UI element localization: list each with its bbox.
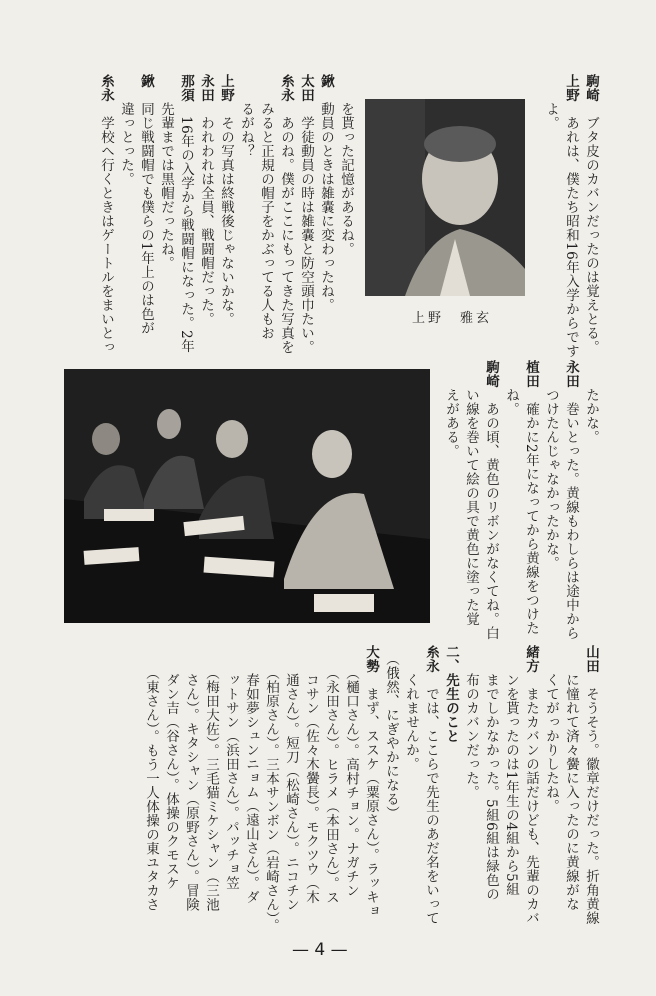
line: さん）。キタシャン（原野さん）。冒険 (183, 673, 199, 912)
page-number: — 4 — (292, 940, 348, 960)
line: くてがっかりしたね。 (543, 673, 559, 813)
line: 春如夢シュンニョム（遠山さん）。ダ (243, 673, 259, 905)
line: 緒方 またカバンの話だけども、先輩のカバ (523, 645, 539, 925)
line: （柏原さん）。三本サンボン（岩崎さん）。 (263, 673, 279, 933)
meeting-photo (64, 369, 430, 623)
line: くれませんか。 (403, 673, 419, 771)
line: ットサン（浜田さん）。パッチョ笠 (223, 673, 239, 891)
line: 糸永 では、ここらで先生のあだ名をいって (423, 645, 439, 925)
line: コサン（佐々木黌長）。モクツウ（木 (303, 673, 319, 905)
line: ンを貰ったのは1年生の4組から5組 (503, 673, 519, 897)
line: （永田さん）。ヒラメ（本田さん）。ス (323, 673, 339, 905)
section-heading: 二、先生のこと (443, 645, 459, 743)
line: 山田 そうそう。徽章だけだった。折角黄線 (583, 645, 599, 925)
photo-caption: 上野 雅玄 (412, 311, 493, 326)
line: 違っとった。 (118, 102, 134, 186)
text-block-bottom (141, 645, 601, 933)
line: （樋口さん）。高村チョン。ナガチン (343, 673, 359, 898)
line: ダン吉（谷さん）。体操のクモスケ (163, 673, 179, 891)
line: （梅田大佐）。三毛猫ミケシャン（三池 (203, 673, 219, 912)
line: 鍬 動員のときは雑嚢に変わったね。 (318, 74, 334, 312)
line: （東さん）。もう一人体操の東ユタカさ (143, 673, 159, 912)
line: 上野 あれは、僕たち昭和16年入学からです (563, 74, 579, 359)
line: い線を巻いて絵の具で黄色に塗った覚 (463, 388, 479, 626)
line: つけたんじゃなかったかな。 (543, 388, 559, 570)
line: までしかなかった。5組6組は緑色の (483, 673, 499, 902)
line: 永田 巻いとった。黄線もわしらは途中から (563, 360, 579, 640)
line: 先輩までは黒帽だったね。 (158, 102, 174, 270)
line: 大勢 まず、ススケ（粟原さん）。ラッキョ (363, 645, 379, 919)
line: たかな。 (583, 388, 599, 444)
line: を貰った記憶があるね。 (338, 102, 354, 256)
line: 鍬 同じ戦闘帽でも僕らの1年上のは色が (138, 74, 154, 336)
line: 糸永 学校へ行くときはゲートルをまいとっ (98, 74, 114, 354)
line: 太田 学徒動員の時は雑嚢と防空頭巾たい。 (298, 74, 314, 354)
text-block-middle-right (441, 360, 601, 640)
text-block-top-left (96, 74, 356, 359)
line: 永田 われわれは全員、戦闘帽だった。 (198, 74, 214, 326)
line: 糸永 あのね。僕がここにもってきた写真を (278, 74, 294, 354)
line: 那須 16年の入学から戦闘帽になった。2年 (178, 74, 194, 354)
line: 布のカバンだった。 (463, 673, 479, 799)
portrait-photo-ueno (365, 99, 525, 296)
line: 駒崎 ブタ皮のカバンだったのは覚えとる。 (583, 74, 599, 354)
line: るがね？ (238, 102, 254, 158)
line: えがある。 (443, 388, 459, 458)
line: よ。 (543, 102, 559, 130)
line: 上野 その写真は終戦後じゃないかな。 (218, 74, 234, 326)
line: ね。 (503, 388, 519, 416)
line: 通さん）。短刀（松崎さん）。ニコチン (283, 673, 299, 912)
line: 植田 確かに2年になってから黄線をつけた (523, 360, 539, 636)
line: みると正規の帽子をかぶってる人もお (258, 102, 274, 340)
line: 駒崎 あの頃、黄色のリボンがなくてね。白 (483, 360, 499, 640)
line: （俄然、にぎやかになる） (383, 659, 399, 821)
text-block-top-right (541, 74, 601, 359)
line: に憧れて済々黌に入ったのに黄線がな (563, 673, 579, 911)
